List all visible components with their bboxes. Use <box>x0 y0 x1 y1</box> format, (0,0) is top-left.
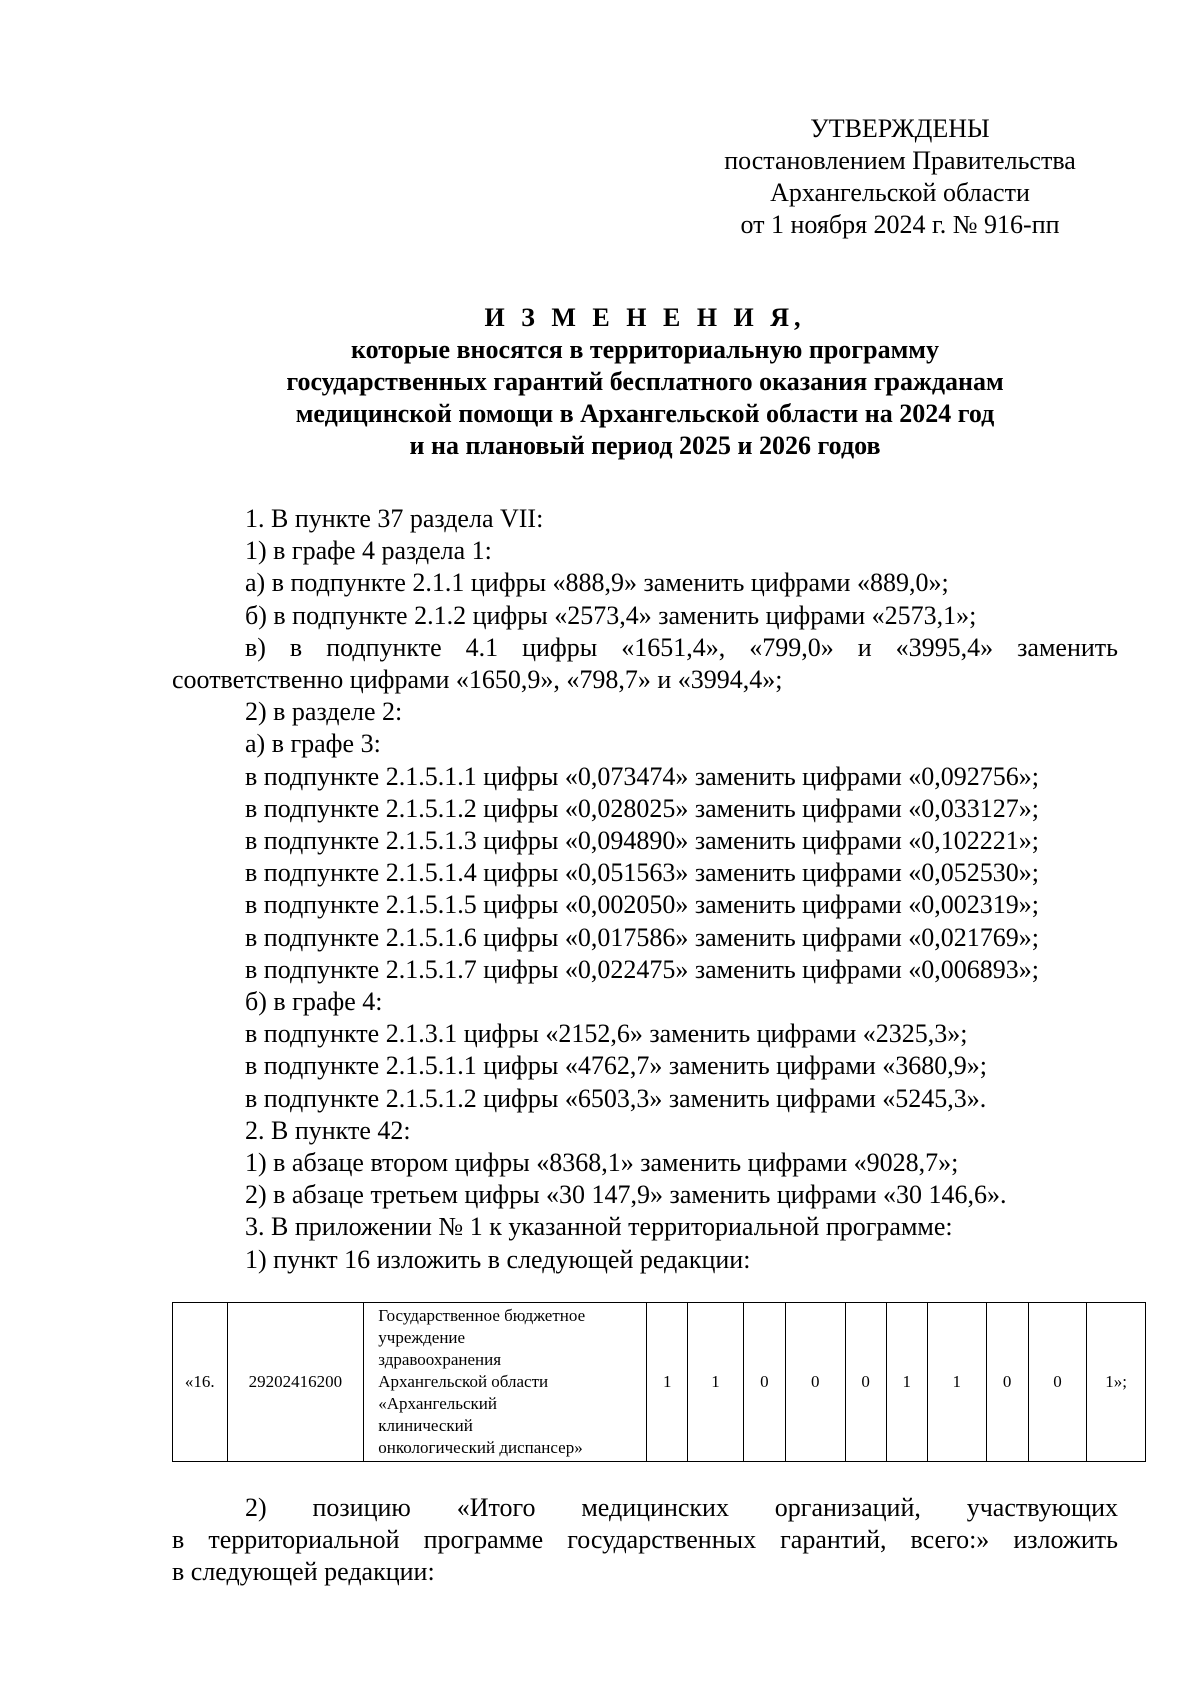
organization-table <box>172 1302 1146 1462</box>
body-line: соответственно цифрами «1650,9», «798,7» и «3994,4»; <box>172 665 783 695</box>
body-line: в подпункте 2.1.5.1.5 цифры «0,002050» заменить цифрами «0,002319»; <box>245 890 1039 920</box>
title-heading: И З М Е Н Е Н И Я, <box>484 303 806 332</box>
body-line: 3. В приложении № 1 к указанной территориальной программе: <box>245 1212 953 1242</box>
value-cell: 1 <box>688 1303 744 1462</box>
body-line: 1. В пункте 37 раздела VII: <box>245 504 544 533</box>
organization-name-line: клинический <box>378 1416 473 1435</box>
approval-line-2: постановлением Правительства <box>724 146 1076 175</box>
title-line: медицинской помощи в Архангельской области на 2024 год <box>295 399 995 428</box>
body-line: в подпункте 2.1.5.1.6 цифры «0,017586» заменить цифрами «0,021769»; <box>245 922 1039 952</box>
approval-stamp <box>700 113 1100 241</box>
paragraph-line: в территориальной программе государственных гарантий, всего:» изложить <box>172 1525 1118 1555</box>
value-cell: 1 <box>927 1303 986 1462</box>
body-line: в подпункте 2.1.3.1 цифры «2152,6» заменить цифрами «2325,3»; <box>245 1019 968 1049</box>
value-cell: 1 <box>647 1303 688 1462</box>
organization-name-line: Архангельской области <box>378 1372 549 1391</box>
body-line: а) в подпункте 2.1.1 цифры «888,9» заменить цифрами «889,0»; <box>245 568 949 598</box>
organization-name-line: онкологический диспансер» <box>378 1438 583 1457</box>
organization-name-cell <box>364 1303 647 1462</box>
body-line: в подпункте 2.1.5.1.3 цифры «0,094890» заменить цифрами «0,102221»; <box>245 826 1039 856</box>
value-cell: 0 <box>785 1303 845 1462</box>
body-line: 1) в абзаце втором цифры «8368,1» заменить цифрами «9028,7»; <box>245 1148 959 1178</box>
title-line: и на плановый период 2025 и 2026 годов <box>409 431 881 460</box>
body-line: в подпункте 2.1.5.1.7 цифры «0,022475» заменить цифрами «0,006893»; <box>245 954 1039 984</box>
paragraph-line: 2) позицию «Итого медицинских организаций, участвующих <box>245 1493 1118 1522</box>
body-line: в подпункте 2.1.5.1.4 цифры «0,051563» заменить цифрами «0,052530»; <box>245 858 1039 888</box>
title-line: которые вносятся в территориальную программу <box>350 335 939 364</box>
organization-name-line: «Архангельский <box>378 1394 498 1413</box>
value-cell: 0 <box>986 1303 1028 1462</box>
approval-line-3: Архангельской области <box>770 178 1030 207</box>
body-line: в подпункте 2.1.5.1.1 цифры «0,073474» заменить цифрами «0,092756»; <box>245 761 1039 791</box>
organization-name-line: Государственное бюджетное <box>378 1306 586 1325</box>
body-line: в) в подпункте 4.1 цифры «1651,4», «799,0» и «3995,4» заменить <box>245 632 1118 662</box>
registry-code-cell: 29202416200 <box>227 1303 364 1462</box>
table-row <box>173 1303 1146 1462</box>
body-line: в подпункте 2.1.5.1.2 цифры «0,028025» заменить цифрами «0,033127»; <box>245 793 1039 823</box>
document-body <box>172 503 1118 1276</box>
row-number-cell: «16. <box>173 1303 228 1462</box>
organization-name-line: учреждение <box>378 1328 466 1347</box>
paragraph-line: в следующей редакции: <box>172 1557 435 1587</box>
approval-line-1: УТВЕРЖДЕНЫ <box>810 114 990 143</box>
value-cell: 0 <box>845 1303 886 1462</box>
body-line: 2) в разделе 2: <box>245 697 403 727</box>
value-cell: 0 <box>1028 1303 1087 1462</box>
body-line: в подпункте 2.1.5.1.2 цифры «6503,3» заменить цифрами «5245,3». <box>245 1083 987 1113</box>
approval-line-4: от 1 ноября 2024 г. № 916-пп <box>740 210 1060 239</box>
value-cell: 0 <box>743 1303 785 1462</box>
value-cell: 1»; <box>1087 1303 1146 1462</box>
continuation-paragraph <box>172 1492 1118 1589</box>
body-line: 1) в графе 4 раздела 1: <box>245 536 492 566</box>
body-line: 2. В пункте 42: <box>245 1115 411 1145</box>
body-line: в подпункте 2.1.5.1.1 цифры «4762,7» заменить цифрами «3680,9»; <box>245 1051 987 1081</box>
value-cell: 1 <box>886 1303 927 1462</box>
body-line: а) в графе 3: <box>245 729 381 759</box>
title-line: государственных гарантий бесплатного оказания гражданам <box>286 367 1004 396</box>
body-line: 2) в абзаце третьем цифры «30 147,9» заменить цифрами «30 146,6». <box>245 1180 1007 1210</box>
document-title <box>170 302 1120 462</box>
body-line: б) в графе 4: <box>245 987 383 1017</box>
organization-name-line: здравоохранения <box>378 1350 502 1369</box>
body-line: б) в подпункте 2.1.2 цифры «2573,4» заменить цифрами «2573,1»; <box>245 600 977 630</box>
body-line: 1) пункт 16 изложить в следующей редакции: <box>245 1244 751 1274</box>
